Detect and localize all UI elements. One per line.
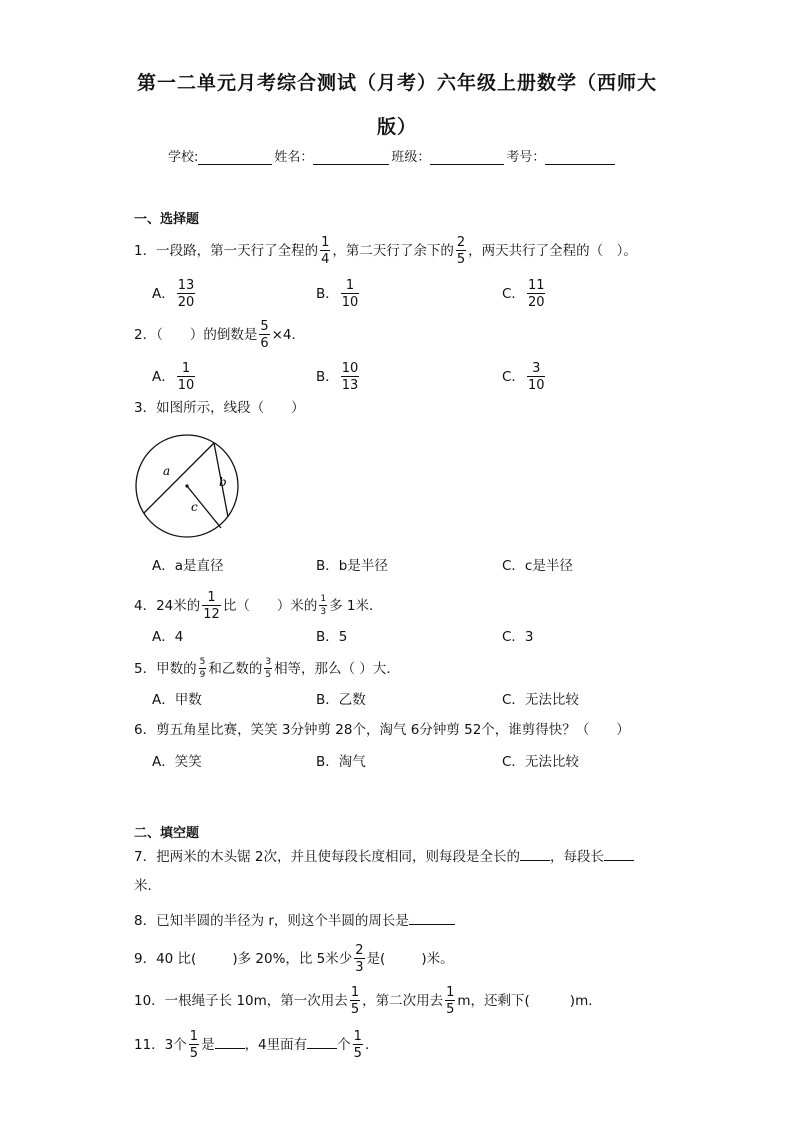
question-3: 3．如图所示，线段（ ） [134, 400, 305, 416]
section-heading-choice: 一、选择题 [134, 212, 200, 227]
school-label: 学校: [168, 150, 199, 165]
q5-fraction-2: $\frac{3}{5}$ [265, 657, 272, 680]
class-label: 班级： [391, 150, 431, 165]
q4-text-mid: 比（ ）米的 [222, 598, 318, 614]
question-7-continued: 米． [134, 878, 161, 894]
q2-text-prefix: 2．（ ）的倒数是 [134, 327, 258, 343]
q11-fraction-2: $\frac{1}{5}$ [353, 1029, 362, 1061]
q4-text-suffix: 多 1米． [329, 598, 383, 614]
school-field[interactable] [198, 150, 272, 165]
q7-blank-2[interactable] [604, 846, 634, 861]
q7-blank-1[interactable] [520, 846, 550, 861]
q10-fraction-1: $\frac{1}{5}$ [350, 985, 360, 1017]
q1-text-mid: ，第二天行了余下的 [332, 243, 454, 259]
number-label: 考号： [506, 150, 546, 165]
question-2 [134, 320, 305, 350]
q10-fraction-2: $\frac{1}{5}$ [446, 985, 455, 1017]
q5-fraction-1: $\frac{5}{9}$ [199, 657, 206, 680]
question-11: 11．3个 $\frac{1}{5}$ 是 ，4里面有 个 $\frac{1}{5}$ ． [134, 1029, 379, 1061]
q5-text-prefix: 5．甲数的 [134, 661, 197, 677]
question-8: 8．已知半圆的半径为 r，则这个半圆的周长是 [134, 910, 455, 931]
q6-option-b[interactable]: B．淘气 [316, 754, 366, 770]
q6-option-c[interactable]: C．无法比较 [502, 754, 579, 770]
q4-text-prefix: 4．24米的 [134, 598, 201, 614]
name-label: 姓名： [274, 150, 314, 165]
student-info-row [168, 146, 617, 165]
q2-fraction: $\frac{5}{6}$ [260, 319, 269, 351]
question-5 [134, 658, 400, 680]
q1-option-a[interactable]: A． $\frac{13}{20}$ [152, 278, 195, 310]
q11-fraction-1: $\frac{1}{5}$ [189, 1029, 199, 1061]
q3-option-a[interactable]: A．a是直径 [152, 558, 224, 574]
q8-blank[interactable] [409, 910, 455, 925]
label-a: a [163, 464, 171, 478]
name-field[interactable] [313, 150, 389, 165]
q1-option-b[interactable]: B． $\frac{1}{10}$ [316, 278, 359, 310]
class-field[interactable] [430, 150, 504, 165]
q4-option-a[interactable]: A．4 [152, 629, 184, 645]
circle-center [185, 484, 188, 487]
q5-option-a[interactable]: A．甲数 [152, 692, 202, 708]
q5-text-mid: 和乙数的 [208, 661, 263, 677]
q4-option-b[interactable]: B．5 [316, 629, 348, 645]
q2-text-suffix: ×4． [271, 327, 306, 343]
q9-fraction: $\frac{2}{3}$ [355, 943, 364, 975]
page-title-continued: 版） [376, 116, 417, 138]
q3-option-b[interactable]: B．b是半径 [316, 558, 388, 574]
label-b: b [219, 475, 227, 489]
q1-fraction-1: $\frac{1}{4}$ [321, 235, 330, 267]
q1-text-prefix: 1．一段路，第一天行了全程的 [134, 243, 319, 259]
q5-text-suffix: 相等，那么（ ）大． [274, 661, 400, 677]
q5-option-b[interactable]: B．乙数 [316, 692, 366, 708]
question-7: 7．把两米的木头锯 2次，并且使每段长度相同，则每段是全长的 ，每段长 [134, 846, 634, 867]
section-heading-fill: 二、填空题 [134, 826, 200, 841]
q5-option-c[interactable]: C．无法比较 [502, 692, 579, 708]
circle-figure [132, 430, 244, 542]
segment-a [144, 443, 214, 513]
q1-fraction-2: $\frac{2}{5}$ [456, 235, 466, 267]
q11-blank-1[interactable] [215, 1034, 245, 1049]
question-10: 10．一根绳子长 10m，第一次用去 $\frac{1}{5}$ ，第二次用去 $\frac{1}{5}$ m，还剩下( )m． [134, 985, 602, 1017]
q4-option-c[interactable]: C．3 [502, 629, 534, 645]
number-field[interactable] [545, 150, 615, 165]
q2-option-a[interactable]: A． $\frac{1}{10}$ [152, 361, 195, 393]
q4-fraction-2: $\frac{1}{3}$ [320, 594, 327, 617]
label-c: c [191, 500, 198, 514]
q4-fraction-1: $\frac{1}{12}$ [203, 590, 220, 622]
q2-option-b[interactable]: B． $\frac{10}{13}$ [316, 361, 359, 393]
question-1 [134, 236, 637, 266]
page-title: 第一二单元月考综合测试（月考）六年级上册数学（西师大 [136, 72, 657, 94]
question-9: 9．40 比( )多 20%，比 5米少 $\frac{2}{3}$ 是( )米。 [134, 943, 454, 975]
q6-option-a[interactable]: A．笑笑 [152, 754, 202, 770]
q1-text-suffix: ，两天共行了全程的（ ）。 [468, 243, 637, 259]
question-4 [134, 591, 382, 621]
q2-option-c[interactable]: C． $\frac{3}{10}$ [502, 361, 545, 393]
q3-option-c[interactable]: C．c是半径 [502, 558, 573, 574]
q1-option-c[interactable]: C． $\frac{11}{20}$ [502, 278, 545, 310]
q11-blank-2[interactable] [307, 1034, 337, 1049]
question-6: 6．剪五角星比赛，笑笑 3分钟剪 28个，淘气 6分钟剪 52个，谁剪得快？（ ） [134, 722, 630, 738]
